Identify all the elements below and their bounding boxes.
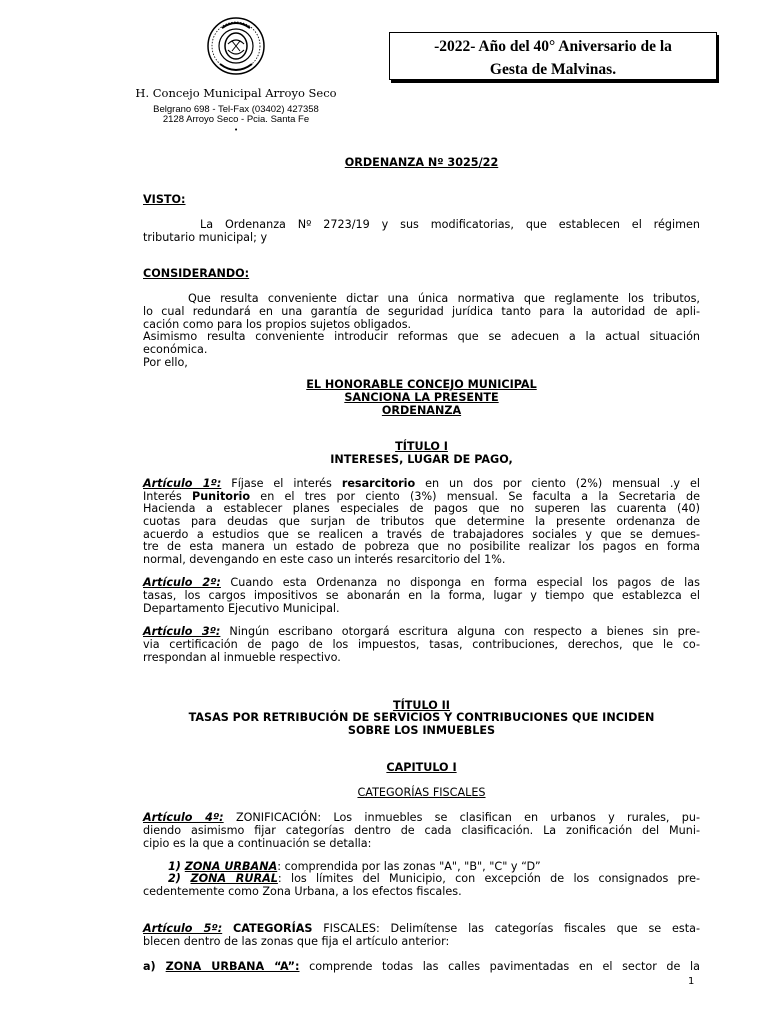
articulo-4-text: ZONIFICACIÓN: Los inmuebles se clasifican en urbanos y rurales, pu- <box>223 811 700 824</box>
articulo-1-bold-resarcitorio: resarcitorio <box>341 477 416 490</box>
articulo-5-line-2: blecen dentro de las zonas que fija el artículo anterior: <box>143 935 450 948</box>
articulo-5-line-1 <box>143 923 700 936</box>
capitulo-1-subtitle: CATEGORÍAS FISCALES <box>357 786 486 799</box>
articulo-1-line-4: cuotas para deudas que surjan de tributos que determine la presente ordenanza de <box>143 515 700 528</box>
zona-rural-name: ZONA RURAL <box>190 872 278 885</box>
page-number: 1 <box>688 976 695 987</box>
articulo-5-label: Artículo 5º: <box>143 922 223 935</box>
zona-a-name: ZONA URBANA “A”: <box>165 960 300 973</box>
motto-line-1: -2022- Año del 40° Aniversario de la <box>434 38 672 55</box>
considerando-heading: CONSIDERANDO: <box>143 267 250 280</box>
visto-heading: VISTO: <box>143 193 186 206</box>
zona-a-text: comprende todas las calles pavimentadas en el sector de la <box>299 960 701 973</box>
zona-urbana-text: : comprendida por las zonas "A", "B", "C" y “D” <box>277 860 541 873</box>
zona-urbana-a-item <box>143 961 700 974</box>
motto-line-2: Gesta de Malvinas. <box>489 61 617 78</box>
articulo-1-line-7: normal, devengando en este caso un interés resarcitorio del 1%. <box>143 553 506 566</box>
address-line-1: Belgrano 698 - Tel-Fax (03402) 427358 <box>153 104 319 115</box>
visto-line-1: La Ordenanza Nº 2723/19 y sus modificatorias, que establecen el régimen <box>200 218 700 231</box>
articulo-5-bold-categorias: CATEGORÍAS <box>232 922 313 935</box>
zona-rural-line-2: cedentemente como Zona Urbana, a los efectos fiscales. <box>143 885 462 898</box>
titulo-2-heading: TÍTULO II <box>393 699 450 712</box>
articulo-5-text: FISCALES: Delimítense las categorías fiscales que se esta- <box>312 922 700 935</box>
zona-rural-item <box>168 873 700 886</box>
articulo-1-bold-punitorio: Punitorio <box>192 490 251 503</box>
considerando-line-6: Por ello, <box>143 356 188 369</box>
sanciona-line-2: SANCIONA LA PRESENTE <box>344 391 499 404</box>
articulo-1-text-c: en un dos por ciento (2%) mensual .y el <box>415 477 700 490</box>
articulo-3-line-1 <box>143 626 700 639</box>
articulo-3-line-3: rrespondan al inmueble respectivo. <box>143 651 341 664</box>
sanciona-line-3: ORDENANZA <box>381 404 462 417</box>
articulo-1-text-a: Fíjase el interés <box>221 477 342 490</box>
institution-name: H. Concejo Municipal Arroyo Seco <box>135 86 337 100</box>
articulo-1-line-5: acuerdo a estudios que se realicen a través de trabajadores sociales y que se demues- <box>143 528 700 541</box>
titulo-1-heading: TÍTULO I <box>395 440 448 453</box>
articulo-1-line-3: Hacienda a establecer planes especiales de pagos que no superen las cuarenta (40) <box>143 502 700 515</box>
considerando-line-5: económica. <box>143 343 208 356</box>
document-title: ORDENANZA Nº 3025/22 <box>344 156 499 169</box>
articulo-3-label: Artículo 3º: <box>143 625 221 638</box>
articulo-4-label: Artículo 4º: <box>143 811 224 824</box>
articulo-4-line-3: cipio es la que a continuación se detalla: <box>143 837 372 850</box>
articulo-1-line-1 <box>143 478 700 491</box>
articulo-2-line-3: Departamento Ejecutivo Municipal. <box>143 602 340 615</box>
articulo-1-label: Artículo 1º: <box>143 477 222 490</box>
articulo-3-line-2: via certificación de pago de los impuestos, tasas, contribuciones, derechos, que le co- <box>143 638 700 651</box>
motto-box <box>389 32 717 80</box>
titulo-1-subtitle: INTERESES, LUGAR DE PAGO, <box>330 453 513 466</box>
considerando-line-2: lo cual redundará en una garantía de seguridad jurídica tanto para la autoridad de apli- <box>143 305 700 318</box>
articulo-1-line-6: tre de esta manera un estado de pobreza que no posibilite realizar los pagos en forma <box>143 540 700 553</box>
articulo-2-label: Artículo 2º: <box>143 576 221 589</box>
considerando-line-3: cación como para los propios sujetos obligados. <box>143 318 412 331</box>
municipal-seal-icon <box>206 14 266 80</box>
capitulo-1-heading: CAPITULO I <box>386 761 457 774</box>
articulo-1-l2-c: en el tres por ciento (3%) mensual. Se faculta a la Secretaria de <box>250 490 701 503</box>
zona-rural-text: : los límites del Municipio, con excepción de los consignados pre- <box>277 872 701 885</box>
articulo-5-space <box>222 922 233 935</box>
articulo-2-line-1 <box>143 577 700 590</box>
zona-rural-number: 2) <box>168 872 191 885</box>
zona-urbana-number: 1) <box>168 860 185 873</box>
articulo-4-line-1 <box>143 812 700 825</box>
articulo-4-line-2: diendo asimismo fijar categorías dentro de cada clasificación. La zonificación del Muni- <box>143 824 700 837</box>
sanciona-line-1: EL HONORABLE CONCEJO MUNICIPAL <box>306 378 537 391</box>
header-bullet: • <box>234 126 239 134</box>
address-line-2: 2128 Arroyo Seco - Pcia. Santa Fe <box>162 114 310 125</box>
considerando-line-1: Que resulta conveniente dictar una única normativa que reglamente los tributos, <box>188 292 700 305</box>
articulo-1-l2-a: Interés <box>143 490 192 503</box>
considerando-line-4: Asimismo resulta conveniente introducir reformas que se adecuen a la actual situación <box>143 330 700 343</box>
articulo-2-line-2: tasas, los cargos impositivos se abonarán en la forma, lugar y tiempo que establezca el <box>143 589 700 602</box>
titulo-2-subtitle-2: SOBRE LOS INMUEBLES <box>347 724 496 737</box>
zona-urbana-name: ZONA URBANA <box>184 860 278 873</box>
titulo-2-subtitle-1: TASAS POR RETRIBUCIÓN DE SERVICIOS Y CONTRIBUCIONES QUE INCIDEN <box>188 711 655 724</box>
articulo-3-text: Ningún escribano otorgará escritura alguna con respecto a bienes sin pre- <box>220 625 700 638</box>
zona-a-number: a) <box>143 960 166 973</box>
articulo-2-text: Cuando esta Ordenanza no disponga en forma especial los pagos de las <box>220 576 700 589</box>
visto-line-2: tributario municipal; y <box>143 231 268 244</box>
